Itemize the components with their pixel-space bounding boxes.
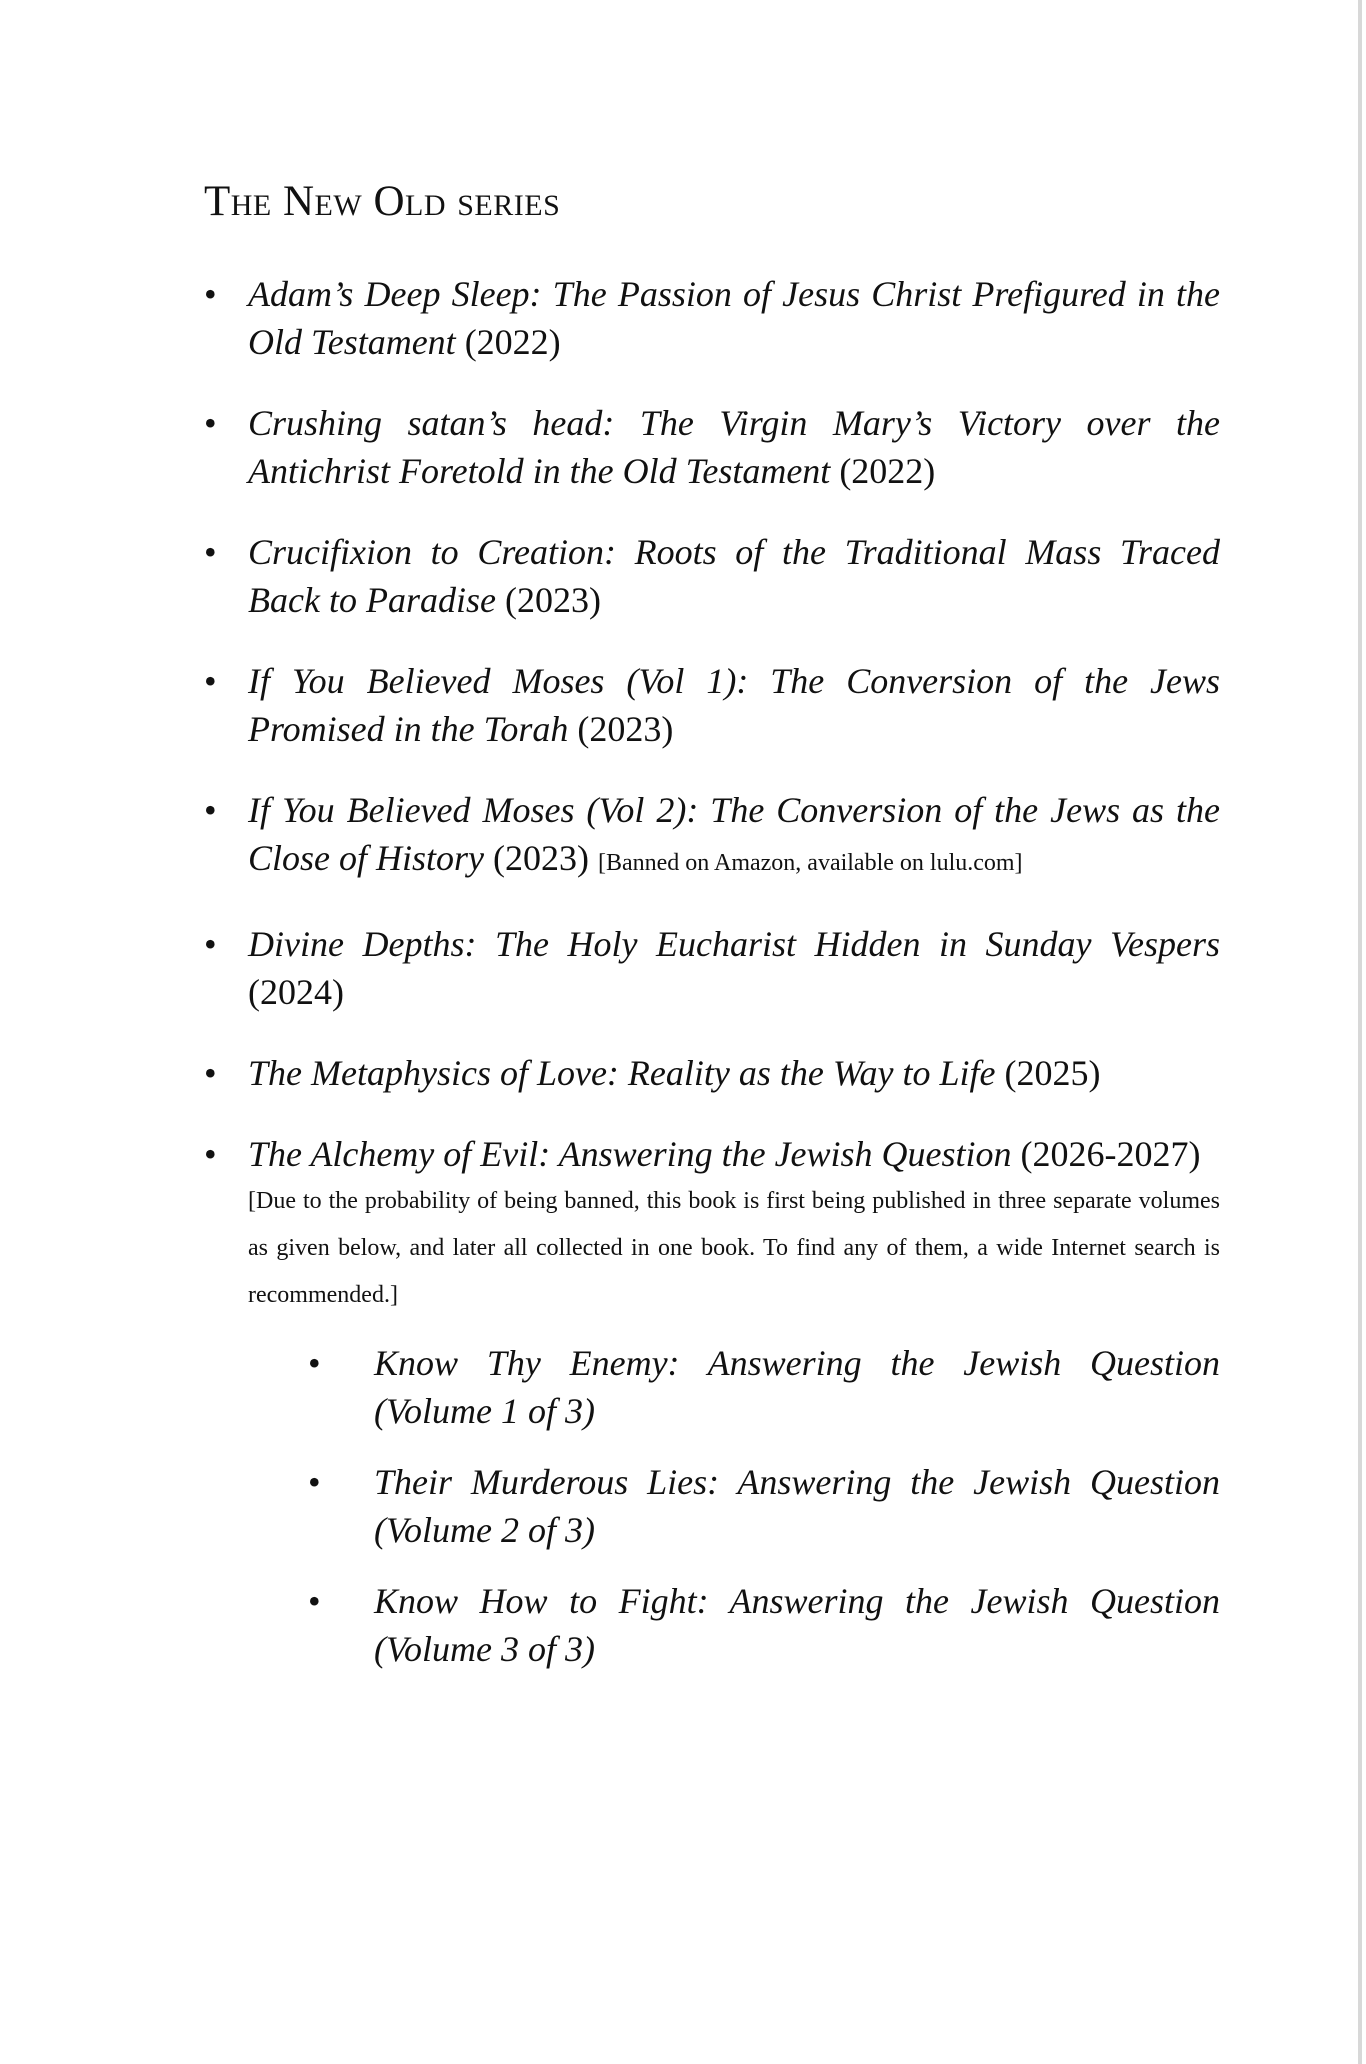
bullet-icon: • [204, 403, 217, 443]
bullet-icon: • [204, 532, 217, 572]
bullet-icon: • [204, 274, 217, 314]
volume-list [248, 1339, 1220, 1673]
bullet-icon: • [204, 1053, 217, 1093]
book-title: The Alchemy of Evil: Answering the Jewish Question [248, 1134, 1012, 1174]
bullet-icon: • [308, 1462, 321, 1502]
bullet-icon: • [204, 924, 217, 964]
book-title: Crucifixion to Creation: Roots of the Traditional Mass Traced Back to Paradise [248, 532, 1220, 620]
volume-item [284, 1339, 1220, 1435]
bullet-icon: • [308, 1343, 321, 1383]
bullet-icon: • [204, 790, 217, 830]
bullet-icon: • [308, 1581, 321, 1621]
banned-note: [Banned on Amazon, available on lulu.com] [598, 850, 1023, 876]
book-title: Adam’s Deep Sleep: The Passion of Jesus Christ Prefigured in the Old Testament [248, 274, 1220, 362]
publication-note: [Due to the probability of being banned, this book is first being published in three separate volumes as given below, and later all collected in one book. To find any of them, a wide Internet search is recommended.] [248, 1188, 1220, 1308]
book-item [204, 1049, 1220, 1097]
series-heading: The New Old series [204, 178, 561, 225]
volume-item [284, 1458, 1220, 1554]
volume-title: Their Murderous Lies: Answering the Jewish Question (Volume 2 of 3) [374, 1462, 1220, 1550]
bullet-icon: • [204, 1134, 217, 1174]
book-item [204, 920, 1220, 1016]
book-years: (2022) [464, 322, 561, 362]
book-years: (2022) [839, 451, 936, 491]
book-title: If You Believed Moses (Vol 1): The Conversion of the Jews Promised in the Torah [248, 661, 1220, 749]
book-item [204, 1130, 1220, 1673]
book-item [204, 657, 1220, 753]
book-title: Crushing satan’s head: The Virgin Mary’s Victory over the Antichrist Foretold in the Old Testament [248, 403, 1220, 491]
book-years: (2023) [577, 709, 674, 749]
book-item [204, 528, 1220, 624]
book-years: (2023) [493, 838, 589, 878]
page-content [204, 174, 1220, 1706]
bullet-icon: • [204, 661, 217, 701]
book-years: (2025) [1004, 1053, 1101, 1093]
book-item [204, 786, 1220, 887]
book-years: (2026-2027) [1020, 1134, 1201, 1174]
book-item [204, 270, 1220, 366]
volume-title: Know How to Fight: Answering the Jewish Question (Volume 3 of 3) [374, 1581, 1220, 1669]
book-years: (2024) [248, 972, 344, 1012]
volume-item [284, 1577, 1220, 1673]
book-title: If You Believed Moses (Vol 2): The Conversion of the Jews as the Close of History [248, 790, 1220, 878]
book-item [204, 399, 1220, 495]
book-years: (2023) [504, 580, 601, 620]
book-title: The Metaphysics of Love: Reality as the Way to Life [248, 1053, 996, 1093]
page-edge [1358, 0, 1362, 2064]
book-title: Divine Depths: The Holy Eucharist Hidden in Sunday Vespers [248, 924, 1220, 964]
book-list [204, 270, 1220, 1673]
volume-title: Know Thy Enemy: Answering the Jewish Question (Volume 1 of 3) [374, 1343, 1220, 1431]
